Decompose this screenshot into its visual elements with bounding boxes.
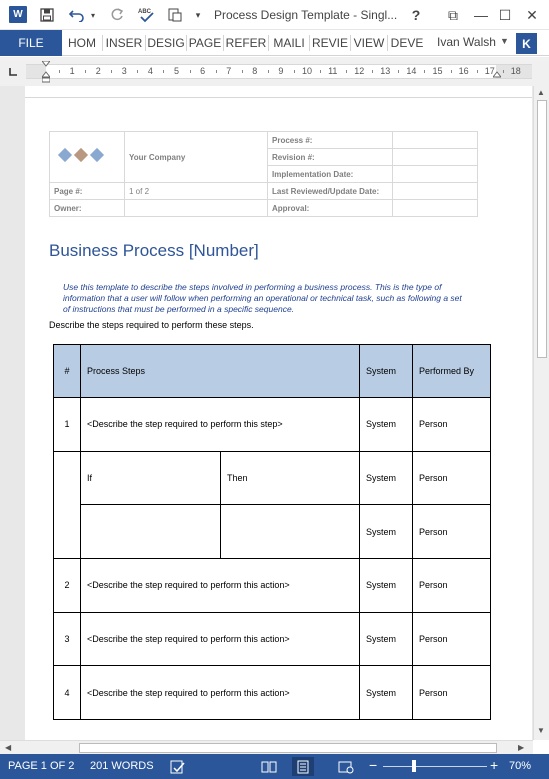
- scroll-down-icon[interactable]: ▼: [537, 726, 545, 735]
- process-step-cell[interactable]: <Describe the step required to perform this action>: [81, 666, 360, 720]
- tab-view[interactable]: VIEW: [353, 36, 385, 50]
- spelling-check-icon[interactable]: [135, 5, 157, 25]
- tab-file[interactable]: FILE: [0, 30, 62, 56]
- if-cell[interactable]: If: [81, 451, 221, 505]
- column-header-number[interactable]: #: [54, 345, 81, 398]
- logo-diamond-icon: [74, 148, 88, 162]
- ruler-tick: [398, 70, 399, 73]
- table-row: [54, 451, 491, 505]
- ruler-number: 16: [458, 66, 469, 76]
- ruler-tick: [111, 70, 112, 73]
- document-title: Process Design Template - Singl...: [214, 8, 398, 22]
- table-row: [54, 666, 491, 720]
- indent-marker-icon[interactable]: [42, 61, 50, 83]
- user-name[interactable]: Ivan Walsh: [437, 35, 496, 49]
- tab-selector-icon[interactable]: [6, 65, 19, 78]
- if-cell[interactable]: [81, 505, 221, 559]
- maximize-button[interactable]: ☐: [498, 6, 512, 23]
- implementation-date-label: Implementation Date:: [268, 166, 393, 183]
- vertical-scroll-thumb[interactable]: [537, 100, 547, 358]
- page-title[interactable]: Business Process [Number]: [49, 241, 259, 260]
- then-cell[interactable]: [221, 505, 360, 559]
- tab-references[interactable]: REFER: [225, 36, 267, 50]
- process-step-cell[interactable]: <Describe the step required to perform this action>: [81, 612, 360, 666]
- table-row: [54, 398, 491, 452]
- word-app-icon[interactable]: W: [9, 6, 27, 23]
- ruler-tick: [346, 70, 347, 73]
- ruler-tick: [190, 70, 191, 73]
- then-cell[interactable]: Then: [221, 451, 360, 505]
- help-button[interactable]: ?: [411, 7, 421, 23]
- logo-diamond-icon: [90, 148, 104, 162]
- horizontal-ruler[interactable]: [26, 64, 532, 79]
- vertical-scrollbar[interactable]: [533, 86, 549, 740]
- ruler-tick: [320, 70, 321, 73]
- ruler-number: 2: [95, 66, 101, 76]
- document-header-table: [49, 131, 478, 217]
- tab-home[interactable]: HOM: [68, 36, 96, 50]
- performed-by-cell[interactable]: Person: [413, 612, 491, 666]
- process-step-cell[interactable]: <Describe the step required to perform this step>: [81, 398, 360, 452]
- column-header-performed-by[interactable]: Performed By: [413, 345, 491, 398]
- zoom-level[interactable]: 70%: [509, 760, 532, 772]
- minimize-button[interactable]: —: [474, 7, 488, 23]
- approval-value[interactable]: [393, 200, 478, 217]
- system-cell[interactable]: System: [360, 612, 413, 666]
- scroll-up-icon[interactable]: ▲: [537, 88, 545, 97]
- tab-developer[interactable]: DEVE: [390, 36, 424, 50]
- performed-by-cell[interactable]: Person: [413, 398, 491, 452]
- page-count-status[interactable]: PAGE 1 OF 2: [8, 760, 75, 772]
- ruler-tick: [268, 70, 269, 73]
- table-row: [54, 559, 491, 613]
- horizontal-scrollbar[interactable]: [0, 740, 533, 754]
- page-number-label: Page #:: [50, 183, 125, 200]
- ruler-tick: [137, 70, 138, 73]
- zoom-slider[interactable]: [383, 766, 487, 767]
- page-number-value: 1 of 2: [125, 183, 268, 200]
- ribbon-display-options-button[interactable]: ⧉: [448, 6, 458, 23]
- process-number-value[interactable]: [393, 132, 478, 149]
- owner-value[interactable]: [125, 200, 268, 217]
- step-number-cell[interactable]: 3: [54, 612, 81, 666]
- undo-icon[interactable]: [66, 5, 88, 25]
- column-header-system[interactable]: System: [360, 345, 413, 398]
- zoom-slider-thumb[interactable]: [412, 760, 416, 772]
- ruler-number: 13: [380, 66, 391, 76]
- performed-by-cell[interactable]: Person: [413, 451, 491, 505]
- ruler-number: 18: [510, 66, 521, 76]
- step-number-cell[interactable]: [54, 451, 81, 558]
- zoom-in-button[interactable]: +: [490, 757, 499, 773]
- close-button[interactable]: ✕: [526, 6, 538, 23]
- ruler-number: 12: [354, 66, 365, 76]
- table-header-row: [54, 345, 491, 398]
- horizontal-scroll-thumb[interactable]: [79, 743, 497, 753]
- scroll-right-icon[interactable]: ▶: [518, 743, 525, 752]
- customize-toolbar-icon[interactable]: ▾: [195, 9, 201, 20]
- tab-insert[interactable]: INSER: [105, 36, 143, 50]
- chevron-down-icon[interactable]: ▼: [500, 36, 509, 46]
- logo-diamond-icon: [58, 148, 72, 162]
- scroll-left-icon[interactable]: ◀: [5, 743, 12, 752]
- process-number-label: Process #:: [268, 132, 393, 149]
- ruler-tick: [503, 70, 504, 73]
- document-page[interactable]: [25, 86, 532, 740]
- ruler-number: 10: [302, 66, 313, 76]
- revision-number-label: Revision #:: [268, 149, 393, 166]
- ruler-tick: [477, 70, 478, 73]
- web-layout-icon[interactable]: [335, 757, 357, 776]
- ruler-tick: [85, 70, 86, 73]
- format-icon[interactable]: [164, 5, 186, 25]
- system-cell[interactable]: System: [360, 451, 413, 505]
- zoom-out-button[interactable]: −: [369, 757, 378, 773]
- ruler-tick: [424, 70, 425, 73]
- ruler-tick: [372, 70, 373, 73]
- ruler-number: 11: [328, 66, 338, 76]
- implementation-date-value[interactable]: [393, 166, 478, 183]
- ribbon-tab-bar: [0, 30, 549, 56]
- table-row: [54, 612, 491, 666]
- ruler-number: 15: [432, 66, 443, 76]
- header-separator: [25, 97, 532, 98]
- proofing-icon[interactable]: [167, 757, 189, 776]
- ruler-tick: [242, 70, 243, 73]
- svg-text:ABC: ABC: [138, 9, 151, 15]
- last-reviewed-value[interactable]: [393, 183, 478, 200]
- performed-by-cell[interactable]: Person: [413, 559, 491, 613]
- ruler-number: 8: [252, 66, 258, 76]
- performed-by-cell[interactable]: Person: [413, 505, 491, 559]
- system-cell[interactable]: System: [360, 505, 413, 559]
- save-icon[interactable]: [37, 5, 57, 25]
- redo-icon[interactable]: [107, 5, 127, 25]
- step-number-cell[interactable]: 2: [54, 559, 81, 613]
- ruler-number: 5: [174, 66, 180, 76]
- table-row: [54, 505, 491, 559]
- title-bar: [0, 0, 549, 30]
- word-count-status[interactable]: 201 WORDS: [90, 760, 154, 772]
- ruler-number: 14: [406, 66, 417, 76]
- ruler-number: 1: [69, 66, 75, 76]
- ruler-number: 6: [200, 66, 206, 76]
- status-bar: [0, 754, 549, 779]
- ruler-number: 17: [484, 66, 495, 76]
- tab-design[interactable]: DESIG: [147, 36, 185, 50]
- ruler-tick: [294, 70, 295, 73]
- system-cell[interactable]: System: [360, 398, 413, 452]
- last-reviewed-label: Last Reviewed/Update Date:: [268, 183, 393, 200]
- company-name: Your Company: [125, 132, 268, 183]
- ruler-number: 7: [226, 66, 232, 76]
- ruler-bar: [0, 57, 549, 86]
- tab-page-layout[interactable]: PAGE: [188, 36, 222, 50]
- ruler-tick: [59, 70, 60, 73]
- tab-review[interactable]: REVIE: [311, 36, 348, 50]
- instruction-text[interactable]: Describe the steps required to perform these steps.: [49, 320, 254, 330]
- ruler-number: 3: [121, 66, 127, 76]
- owner-label: Owner:: [50, 200, 125, 217]
- company-logo: [54, 147, 114, 167]
- ruler-number: 9: [278, 66, 284, 76]
- column-header-process-steps[interactable]: Process Steps: [81, 345, 360, 398]
- company-logo-cell: [50, 132, 125, 183]
- document-workspace: [0, 86, 533, 740]
- process-steps-table: [53, 344, 491, 720]
- approval-label: Approval:: [268, 200, 393, 217]
- step-number-cell[interactable]: 4: [54, 666, 81, 720]
- intro-paragraph[interactable]: Use this template to describe the steps involved in performing a business process. This is the type of information that a user will follow when performing an operational or technical task, such as following a set of instructions that must be performed in a specific sequence.: [63, 282, 462, 314]
- ruler-tick: [216, 70, 217, 73]
- step-number-cell[interactable]: 1: [54, 398, 81, 452]
- ruler-number: 4: [147, 66, 153, 76]
- system-cell[interactable]: System: [360, 559, 413, 613]
- print-layout-icon[interactable]: [292, 757, 314, 776]
- tab-mailings[interactable]: MAILI: [273, 36, 305, 50]
- ruler-tick: [163, 70, 164, 73]
- process-step-cell[interactable]: <Describe the step required to perform this action>: [81, 559, 360, 613]
- ruler-tick: [451, 70, 452, 73]
- revision-number-value[interactable]: [393, 149, 478, 166]
- read-mode-icon[interactable]: [258, 757, 280, 776]
- undo-dropdown-icon[interactable]: ▾: [90, 10, 95, 20]
- system-cell[interactable]: System: [360, 666, 413, 720]
- performed-by-cell[interactable]: Person: [413, 666, 491, 720]
- avatar[interactable]: K: [516, 33, 537, 54]
